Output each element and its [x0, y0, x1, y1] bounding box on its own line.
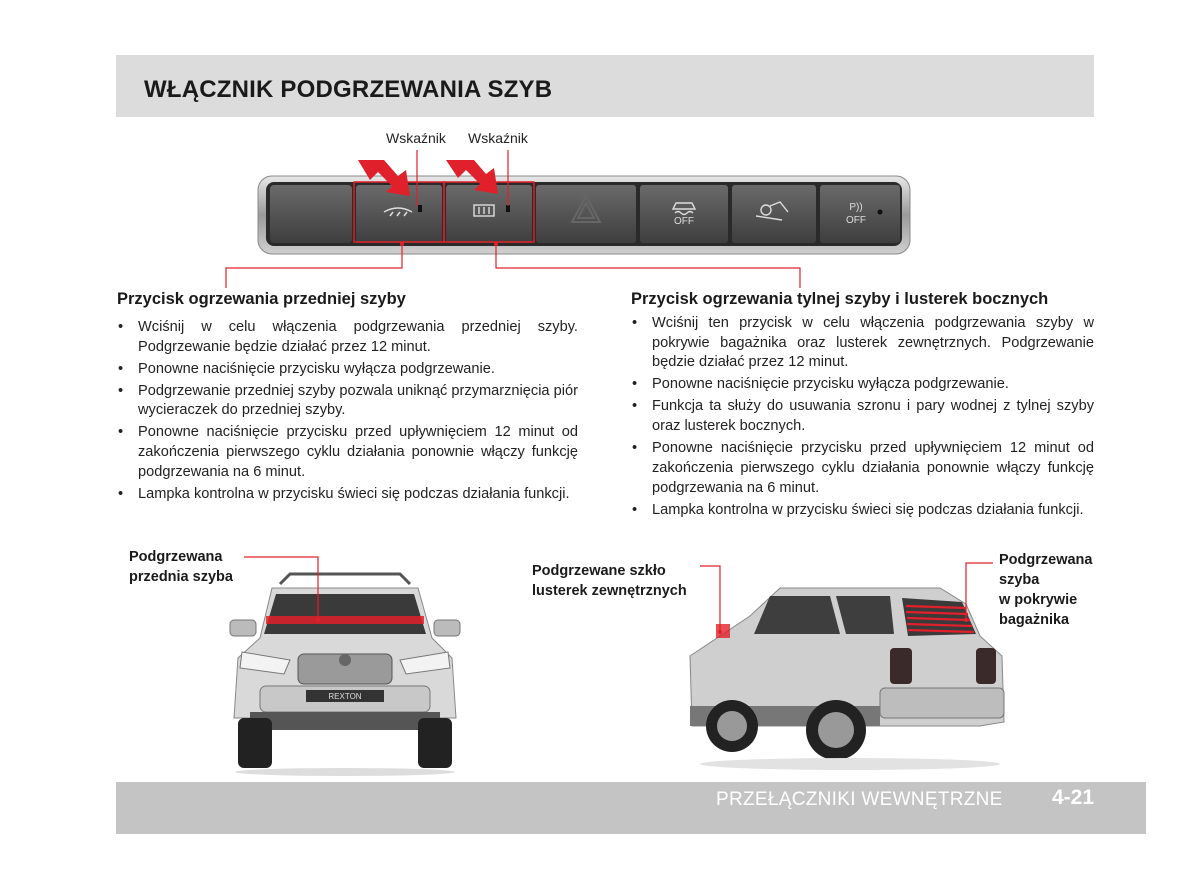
rear-section-title: Przycisk ogrzewania tylnej szyby i lusterek bocznych — [631, 290, 1049, 308]
panel-annotations — [0, 0, 1200, 300]
list-item: • Ponowne naciśnięcie przycisku przed upływnięciem 12 minut od zakończenia pierwszego cyklu działania ponownie włączy funkcję podgrzewania na 6 minut. — [117, 423, 578, 482]
page-number: 4-21 — [1052, 786, 1095, 809]
list-item: • Ponowne naciśnięcie przycisku wyłącza podgrzewanie. — [117, 360, 578, 380]
arrow-front-indicator — [358, 160, 410, 196]
footer-section-title: PRZEŁĄCZNIKI WEWNĘTRZNE — [716, 789, 1003, 810]
esp-off-text: OFF — [674, 216, 694, 227]
list-item: • Wciśnij ten przycisk w celu włączenia podgrzewania szyby w pokrywie bagażnika oraz lusterek zewnętrznych. Podgrzewanie będzie działać przez 12 minut. — [631, 314, 1094, 373]
list-item: • Lampka kontrolna w przycisku świeci się podczas działania funkcji. — [117, 485, 578, 505]
rear-section-bullets — [631, 314, 1094, 523]
list-item: • Funkcja ta służy do usuwania szronu i pary wodnej z tylnej szyby oraz lusterek bocznych. — [631, 397, 1094, 436]
callout-leaders — [0, 540, 1200, 660]
arrow-rear-indicator — [446, 160, 498, 194]
parking-sensor-icon: P)) — [849, 202, 863, 213]
front-windshield-callout: Podgrzewana przednia szyba — [129, 549, 233, 585]
list-item: • Lampka kontrolna w przycisku świeci się podczas działania funkcji. — [631, 501, 1094, 521]
page-title: WŁĄCZNIK PODGRZEWANIA SZYB — [144, 76, 553, 103]
front-section-bullets — [117, 318, 578, 507]
parking-off-text: OFF — [846, 215, 866, 226]
list-item: • Ponowne naciśnięcie przycisku wyłącza podgrzewanie. — [631, 375, 1094, 395]
list-item: • Wciśnij w celu włączenia podgrzewania przedniej szyby. Podgrzewanie będzie działać przez 12 minut. — [117, 318, 578, 357]
car-badge: REXTON — [328, 692, 362, 701]
indicator-label-front: Wskaźnik — [386, 130, 446, 146]
rear-window-callout: Podgrzewana szyba w pokrywie bagażnika — [999, 552, 1093, 628]
mirror-callout: Podgrzewane szkło lusterek zewnętrznych — [532, 563, 687, 599]
front-section-title: Przycisk ogrzewania przedniej szyby — [117, 290, 406, 308]
list-item: • Podgrzewanie przedniej szyby pozwala uniknąć przymarznięcia piór wycieraczek do przedniej szyby. — [117, 382, 578, 421]
indicator-label-rear: Wskaźnik — [468, 130, 528, 146]
list-item: • Ponowne naciśnięcie przycisku przed upływnięciem 12 minut od zakończenia pierwszego cyklu działania ponownie włączy funkcję podgrzewania na 6 minut. — [631, 439, 1094, 498]
